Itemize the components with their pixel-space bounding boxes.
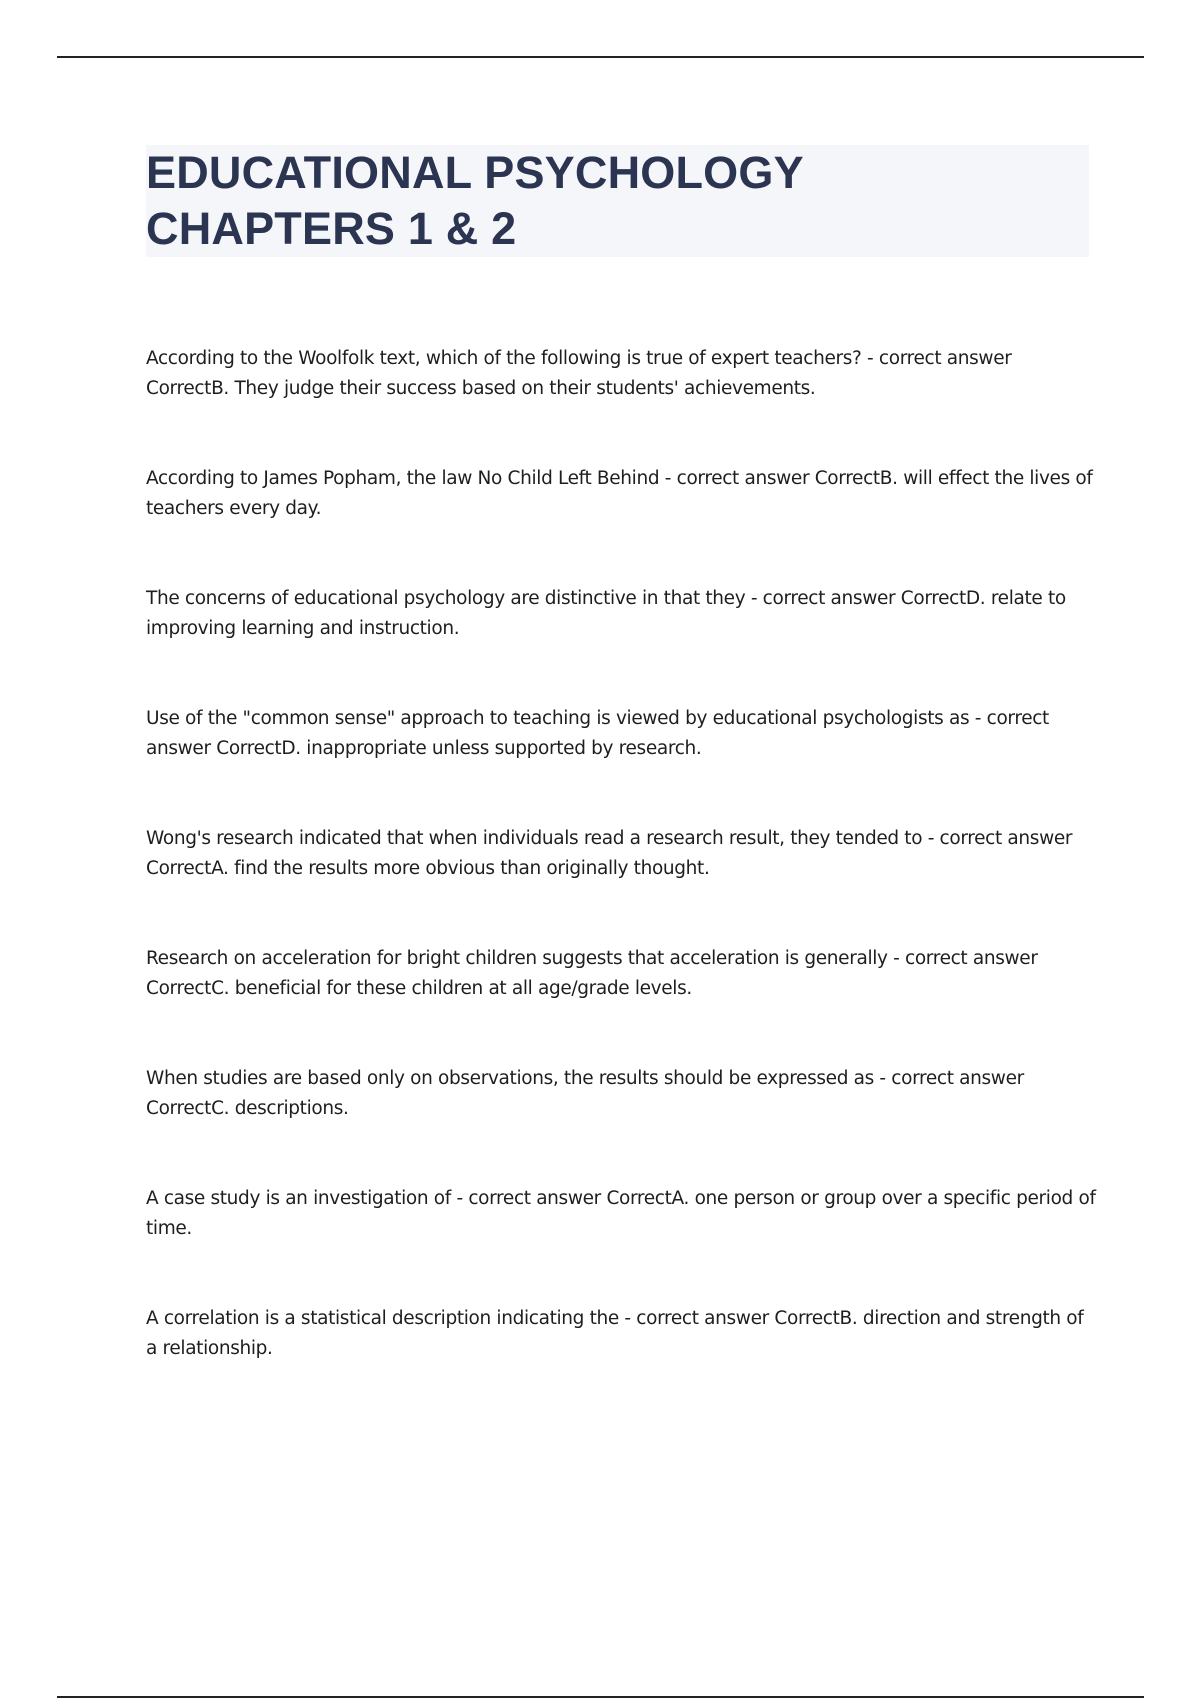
qa-text (146, 944, 1096, 1004)
answer-separator: - correct answer (659, 468, 815, 489)
answer-text: CorrectC. beneficial for these children at all age/grade levels. (146, 978, 692, 999)
question-text: Use of the "common sense" approach to teaching is viewed by educational psychologists as (146, 708, 970, 729)
qa-text (146, 344, 1096, 404)
answer-separator: - correct answer (873, 1068, 1024, 1089)
header-rule (57, 56, 1144, 58)
qa-text (146, 1184, 1096, 1244)
qa-item (146, 824, 1096, 944)
answer-text: CorrectB. They judge their success based on their students' achievements. (146, 378, 816, 399)
answer-separator: - correct answer (887, 948, 1038, 969)
title-banner (146, 145, 1089, 257)
qa-item (146, 1184, 1096, 1304)
qa-item (146, 944, 1096, 1064)
qa-text (146, 584, 1096, 644)
answer-separator: - correct answer (146, 708, 1049, 759)
title-line-1: EDUCATIONAL PSYCHOLOGY (146, 147, 804, 198)
answer-text: CorrectB. will effect the lives of teachers every day. (146, 468, 1093, 519)
qa-text (146, 464, 1096, 524)
qa-text (146, 704, 1096, 764)
answer-text: CorrectD. inappropriate unless supported by research. (216, 738, 702, 759)
title-line-2: CHAPTERS 1 & 2 (146, 203, 517, 254)
question-text: A correlation is a statistical description indicating the (146, 1308, 619, 1329)
qa-text (146, 824, 1096, 884)
answer-text: CorrectA. one person or group over a specific period of time. (146, 1188, 1096, 1239)
question-text: When studies are based only on observations, the results should be expressed as (146, 1068, 874, 1089)
answer-separator: - correct answer (861, 348, 1012, 369)
qa-item (146, 704, 1096, 824)
qa-item (146, 464, 1096, 584)
question-text: Research on acceleration for bright children suggests that acceleration is generally (146, 948, 888, 969)
answer-text: CorrectD. relate to improving learning and instruction. (146, 588, 1066, 639)
question-text: According to James Popham, the law No Child Left Behind (146, 468, 660, 489)
footer-rule (57, 1696, 1144, 1698)
qa-item (146, 1304, 1096, 1424)
question-text: The concerns of educational psychology are distinctive in that they (146, 588, 746, 609)
document-title (146, 145, 1089, 257)
question-text: According to the Woolfolk text, which of the following is true of expert teachers? (146, 348, 862, 369)
qa-item (146, 344, 1096, 464)
answer-separator: - correct answer (745, 588, 901, 609)
answer-separator: - correct answer (618, 1308, 775, 1329)
qa-text (146, 1304, 1096, 1364)
answer-separator: - correct answer (450, 1188, 607, 1209)
answer-text: CorrectB. direction and strength of a relationship. (146, 1308, 1084, 1359)
qa-item (146, 584, 1096, 704)
answer-separator: - correct answer (922, 828, 1073, 849)
qa-item (146, 1064, 1096, 1184)
question-text: A case study is an investigation of (146, 1188, 451, 1209)
answer-text: CorrectC. descriptions. (146, 1098, 349, 1119)
qa-text (146, 1064, 1096, 1124)
qa-list (146, 344, 1096, 1424)
question-text: Wong's research indicated that when individuals read a research result, they tended to (146, 828, 923, 849)
answer-text: CorrectA. find the results more obvious than originally thought. (146, 858, 710, 879)
